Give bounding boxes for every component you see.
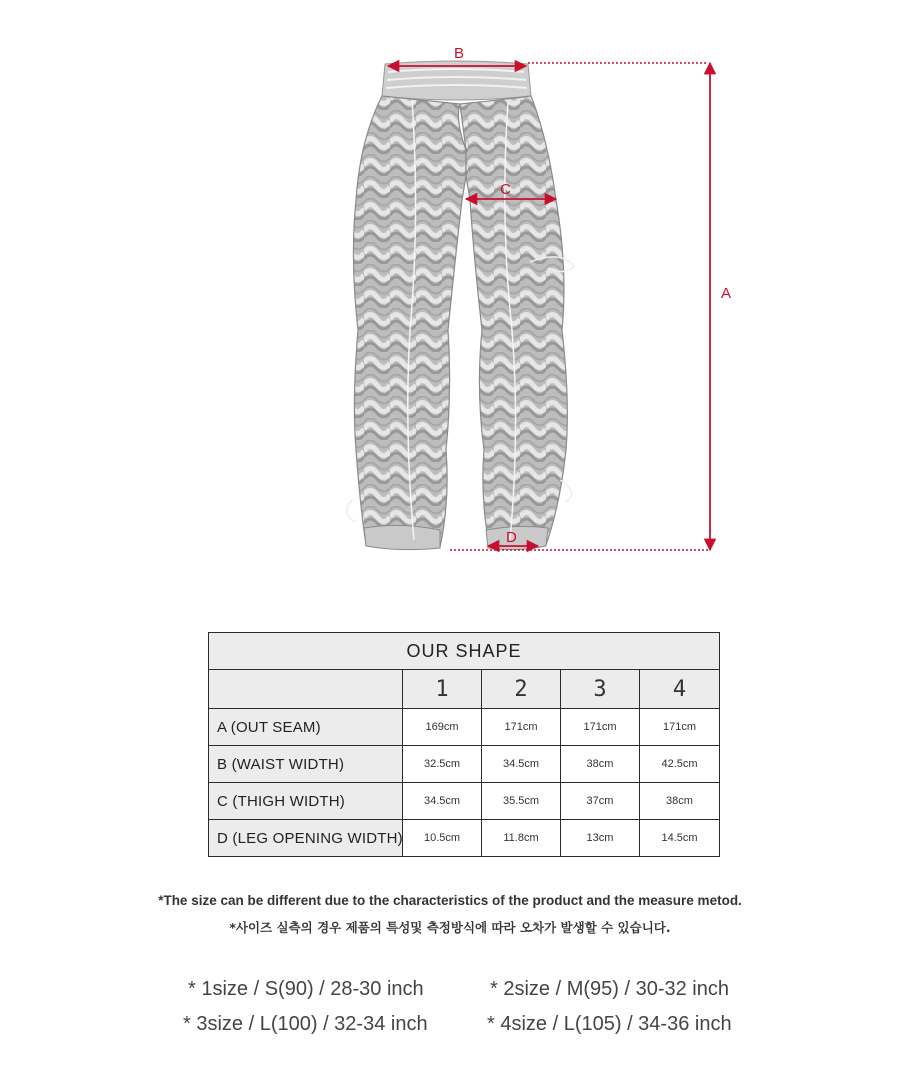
table-row	[209, 820, 720, 857]
size-disclaimer-korean: *사이즈 실측의 경우 제품의 특성및 측정방식에 따라 오차가 발생할 수 있습니다.	[229, 920, 671, 935]
table-title: OUR SHAPE	[209, 633, 720, 670]
row-label-waist-width: B (WAIST WIDTH)	[209, 746, 403, 783]
table-cell: 34.5cm	[403, 783, 482, 820]
dimension-a	[710, 63, 731, 550]
row-label-leg-opening-width: D (LEG OPENING WIDTH)	[209, 820, 403, 857]
table-cell: 14.5cm	[640, 820, 720, 857]
table-cell: 171cm	[561, 709, 640, 746]
table-cell: 171cm	[482, 709, 561, 746]
size-header-1: 1	[403, 670, 482, 709]
size-disclaimer-english: *The size can be different due to the characteristics of the product and the measure metod.	[158, 893, 742, 908]
size-guide-item-1: * 1size / S(90) / 28-30 inch	[188, 978, 424, 1000]
table-cell: 13cm	[561, 820, 640, 857]
table-row	[209, 709, 720, 746]
table-cell: 10.5cm	[403, 820, 482, 857]
size-header-2: 2	[482, 670, 561, 709]
size-guide-item-4: * 4size / L(105) / 34-36 inch	[487, 1013, 732, 1035]
size-header-3: 3	[561, 670, 640, 709]
table-cell: 38cm	[561, 746, 640, 783]
table-cell: 42.5cm	[640, 746, 720, 783]
ruched-pants-illustration	[347, 61, 574, 550]
dimension-c-label: C	[500, 181, 511, 198]
row-label-thigh-width: C (THIGH WIDTH)	[209, 783, 403, 820]
dimension-b-label: B	[454, 45, 465, 62]
size-guide-item-2: * 2size / M(95) / 30-32 inch	[490, 978, 729, 1000]
table-cell: 32.5cm	[403, 746, 482, 783]
table-cell: 37cm	[561, 783, 640, 820]
table-cell: 11.8cm	[482, 820, 561, 857]
table-cell: 34.5cm	[482, 746, 561, 783]
table-cell: 38cm	[640, 783, 720, 820]
size-header-row	[209, 670, 720, 709]
header-empty-cell	[209, 670, 403, 709]
table-cell: 169cm	[403, 709, 482, 746]
table-cell: 35.5cm	[482, 783, 561, 820]
table-row	[209, 783, 720, 820]
table-row	[209, 746, 720, 783]
size-guide-item-3: * 3size / L(100) / 32-34 inch	[183, 1013, 428, 1035]
size-table	[208, 632, 720, 857]
table-cell: 171cm	[640, 709, 720, 746]
dimension-d-label: D	[506, 529, 517, 546]
dimension-a-label: A	[721, 285, 732, 302]
size-header-4: 4	[640, 670, 720, 709]
row-label-out-seam: A (OUT SEAM)	[209, 709, 403, 746]
